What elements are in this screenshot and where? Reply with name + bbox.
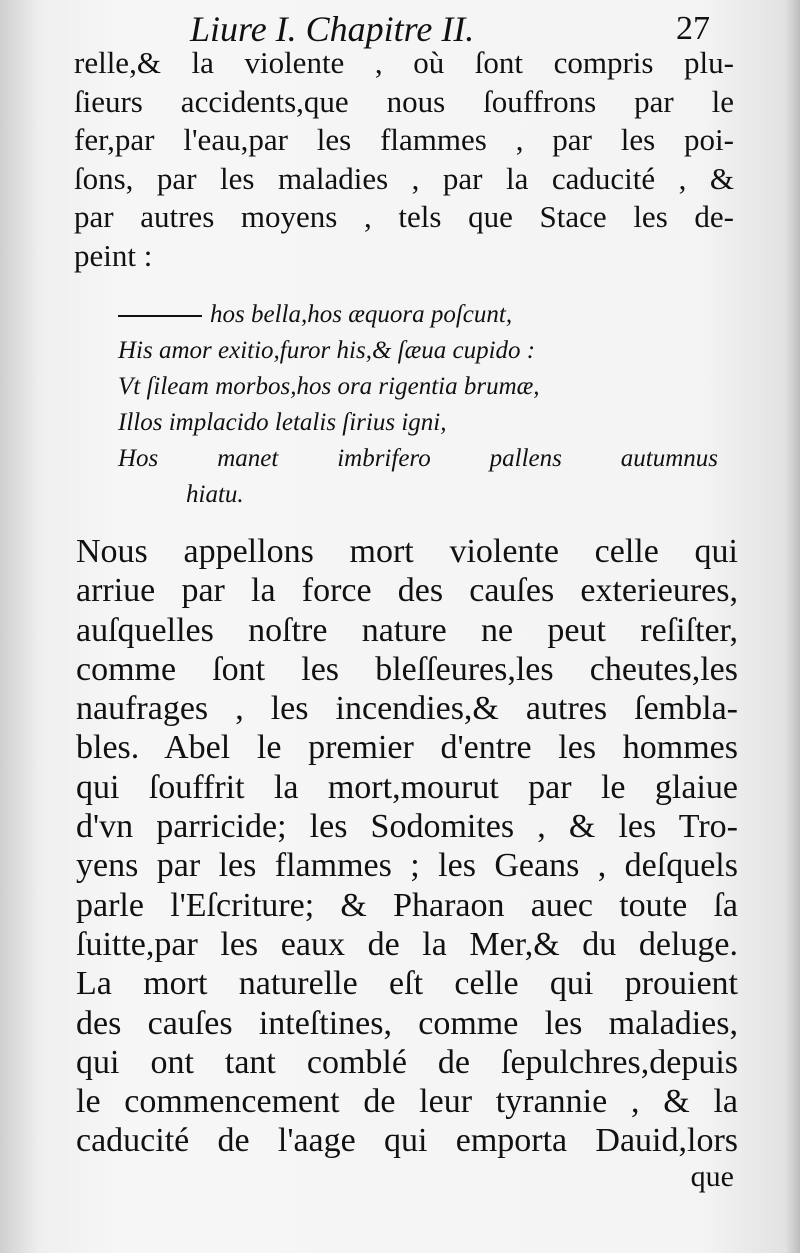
text-line: relle,& la violente , où ſont compris plu-: [74, 45, 734, 80]
em-dash-rule: [118, 315, 202, 317]
text-line: Nous appellons mort violente celle qui: [76, 533, 738, 570]
text-line: des cauſes inteſtines, comme les maladies,: [76, 1004, 738, 1042]
verse-line: His amor exitio,furor his,& ſæua cupido :: [118, 337, 536, 364]
running-title: Liure I. Chapitre II.: [190, 9, 475, 49]
text-line: d'vn parricide; les Sodomites , & les Tro-: [76, 808, 738, 846]
text-line: qui ont tant comblé de ſepulchres,depuis: [76, 1043, 738, 1081]
text-line: qui ſouffrit la mort,mourut par le glaiue: [76, 768, 738, 806]
paragraph-2: [76, 532, 738, 1161]
latin-verse-quotation: [118, 297, 718, 513]
text-line: ſieurs accidents,que nous ſouffrons par le: [74, 83, 734, 119]
text-line: caducité de l'aage qui emporta Dauid,lors: [76, 1122, 738, 1160]
text-line: auſquelles noſtre nature ne peut reſiſter,: [76, 611, 738, 649]
text-line: comme ſont les bleſſeures,les cheutes,les: [76, 650, 738, 688]
verse-line: [118, 297, 718, 333]
text-line: parle l'Eſcriture; & Pharaon auec toute ſa: [76, 886, 738, 924]
text-line: ſuitte,par les eaux de la Mer,& du deluge.: [76, 925, 738, 963]
verse-line: Hos manet imbrifero pallens autumnus: [118, 445, 718, 472]
text-line: fer,par l'eau,par les flammes , par les poi-: [74, 122, 734, 157]
text-line: naufrages , les incendies,& autres ſembla-: [76, 690, 738, 728]
text-line: ſons, par les maladies , par la caducité , &: [74, 160, 734, 196]
verse-line-text: hos bella,hos æquora poſcunt,: [210, 301, 513, 328]
text-line: peint :: [74, 237, 153, 273]
page-number: 27: [676, 10, 710, 47]
text-line: yens par les flammes ; les Geans , deſquels: [76, 847, 738, 885]
text-line: le commencement de leur tyrannie , & la: [76, 1083, 738, 1121]
text-line: par autres moyens , tels que Stace les de-: [74, 199, 734, 234]
catchword: que: [690, 1160, 734, 1193]
text-line: La mort naturelle eſt celle qui prouient: [76, 965, 738, 1003]
verse-line: Illos implacido letalis ſirius igni,: [118, 409, 447, 436]
verse-line: hiatu.: [186, 481, 244, 508]
text-line: bles. Abel le premier d'entre les hommes: [76, 729, 738, 767]
paragraph-1: [74, 44, 734, 275]
verse-line: Vt ſileam morbos,hos ora rigentia brumæ,: [118, 373, 540, 400]
text-line: arriue par la force des cauſes exterieures,: [76, 572, 738, 610]
